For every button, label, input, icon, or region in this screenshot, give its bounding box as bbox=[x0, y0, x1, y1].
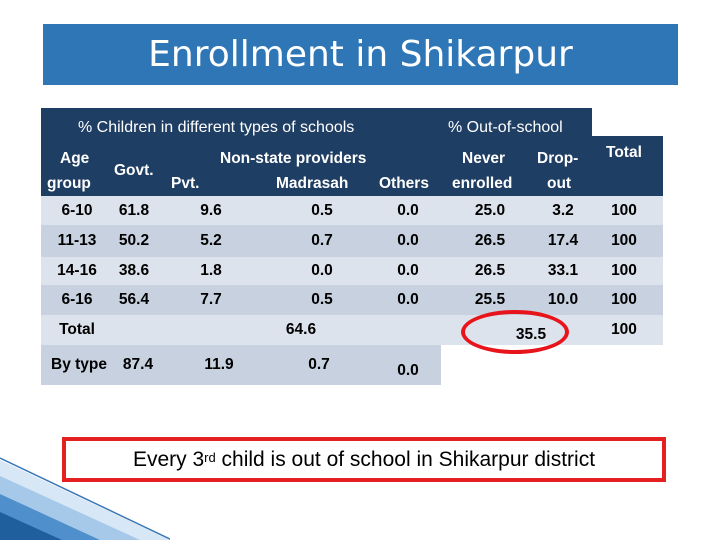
cell-madrasah: 0.5 bbox=[311, 291, 333, 308]
cell-pvt: 9.6 bbox=[200, 201, 222, 219]
cell-others: 0.0 bbox=[397, 201, 419, 219]
header-govt: Govt. bbox=[114, 162, 154, 179]
cell-dropout: 17.4 bbox=[547, 232, 579, 249]
header-age-line1: Age bbox=[60, 150, 90, 167]
cell-age: 11-13 bbox=[57, 232, 97, 249]
cell-never-enrolled: 25.0 bbox=[474, 201, 506, 219]
cell-others: 0.0 bbox=[397, 232, 419, 249]
cell-age: 6-10 bbox=[61, 201, 93, 219]
cell-total: 100 bbox=[611, 262, 637, 279]
table-row bbox=[41, 257, 663, 285]
cell-total: 100 bbox=[611, 232, 637, 249]
cell-total-label: Total bbox=[59, 321, 95, 338]
callout-suffix: child is out of school in Shikarpur district bbox=[215, 447, 596, 471]
cell-pvt: 7.7 bbox=[200, 291, 222, 308]
cell-madrasah: 0.0 bbox=[311, 262, 333, 279]
cell-others: 0.0 bbox=[397, 291, 419, 308]
cell-madrasah: 0.5 bbox=[311, 201, 333, 219]
header-out-of-school: % Out-of-school bbox=[448, 119, 563, 136]
table-row bbox=[41, 285, 663, 315]
cell-dropout: 3.2 bbox=[552, 201, 574, 219]
cell-never-enrolled: 25.5 bbox=[474, 291, 506, 308]
cell-madrasah: 0.7 bbox=[311, 232, 333, 249]
cell-by-type-others: 0.0 bbox=[397, 362, 419, 379]
table-total-row bbox=[41, 315, 663, 345]
cell-in-school-total: 64.6 bbox=[285, 321, 317, 338]
header-total: Total bbox=[606, 144, 642, 161]
highlight-ellipse bbox=[461, 310, 569, 354]
cell-age: 6-16 bbox=[61, 291, 93, 308]
cell-govt: 56.4 bbox=[118, 291, 150, 308]
cell-dropout: 33.1 bbox=[547, 262, 579, 279]
cell-pvt: 5.2 bbox=[200, 232, 222, 249]
header-never-line1: Never bbox=[462, 150, 506, 167]
cell-never-enrolled: 26.5 bbox=[474, 262, 506, 279]
cell-out-of-school-total: 35.5 bbox=[515, 326, 547, 343]
cell-govt: 50.2 bbox=[118, 232, 150, 249]
cell-by-type-pvt: 11.9 bbox=[204, 356, 234, 373]
header-others: Others bbox=[379, 175, 429, 192]
header-pvt: Pvt. bbox=[171, 175, 200, 192]
cell-never-enrolled: 26.5 bbox=[474, 232, 506, 249]
cell-govt: 61.8 bbox=[118, 201, 150, 219]
cell-pvt: 1.8 bbox=[200, 262, 222, 279]
table-row bbox=[41, 196, 663, 225]
cell-govt: 38.6 bbox=[118, 262, 150, 279]
corner-decoration bbox=[0, 440, 170, 540]
header-drop-line2: out bbox=[547, 175, 572, 192]
header-age-line2: group bbox=[47, 175, 91, 192]
callout-prefix: Every 3 bbox=[132, 447, 205, 471]
cell-by-type-govt: 87.4 bbox=[122, 356, 154, 373]
cell-age: 14-16 bbox=[57, 262, 97, 279]
header-non-state-providers: Non-state providers bbox=[220, 150, 367, 167]
cell-total: 100 bbox=[611, 201, 637, 219]
table-right-blank bbox=[441, 345, 663, 385]
slide-title bbox=[43, 24, 678, 85]
cell-by-type-label: By type bbox=[51, 356, 107, 373]
header-madrasah: Madrasah bbox=[276, 175, 349, 192]
cell-total: 100 bbox=[611, 291, 637, 308]
header-drop-line1: Drop- bbox=[537, 150, 579, 167]
table-row bbox=[41, 225, 663, 257]
slide-title-text: Enrollment in Shikarpur bbox=[148, 34, 573, 75]
table-by-type-row bbox=[41, 345, 441, 385]
header-never-line2: enrolled bbox=[452, 175, 513, 192]
cell-grand-total: 100 bbox=[611, 321, 637, 338]
header-children-types: % Children in different types of schools bbox=[78, 119, 355, 136]
cell-dropout: 10.0 bbox=[547, 291, 579, 308]
callout-superscript: rd bbox=[204, 450, 216, 465]
cell-by-type-madrasah: 0.7 bbox=[308, 356, 330, 373]
cell-others: 0.0 bbox=[397, 262, 419, 279]
